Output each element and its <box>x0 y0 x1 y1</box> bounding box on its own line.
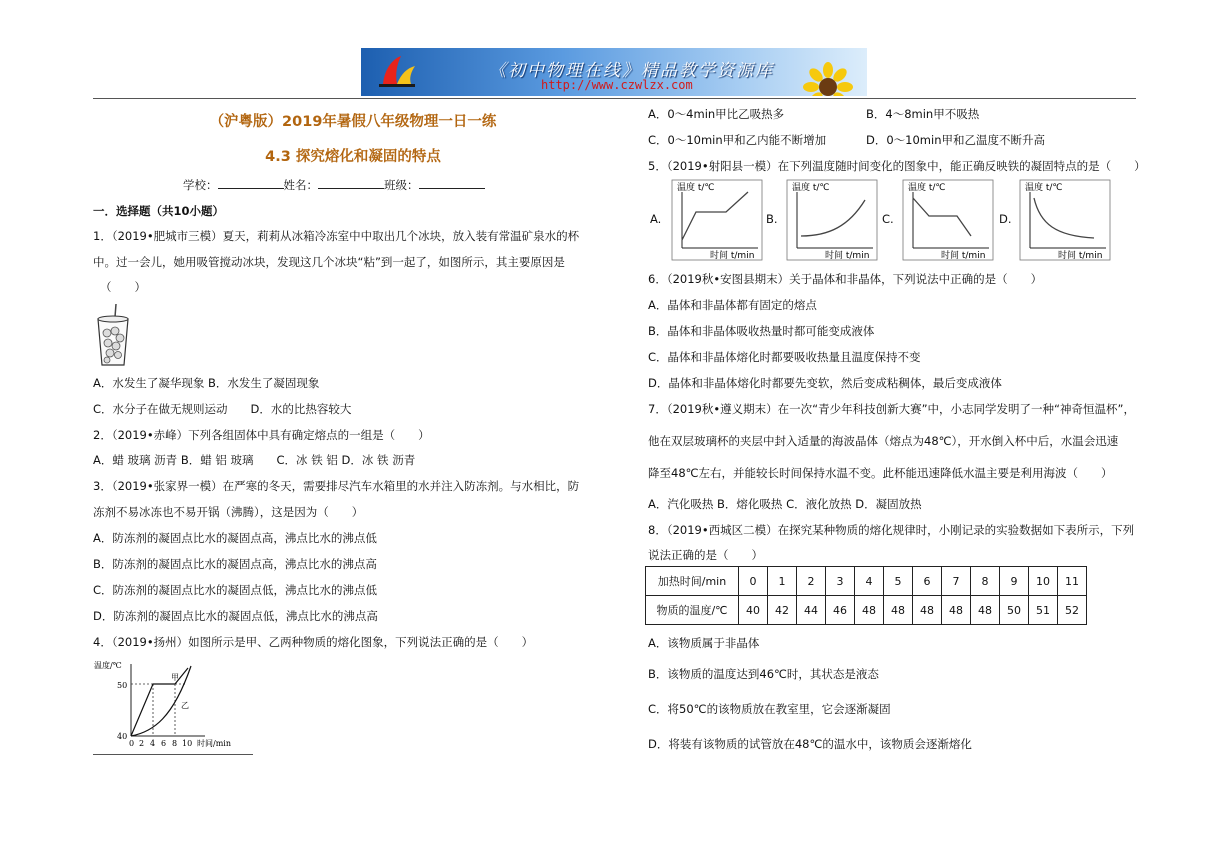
header-rule <box>93 98 1136 99</box>
table-cell: 48 <box>855 596 884 625</box>
q5-graph-b <box>779 178 881 264</box>
table-row <box>646 596 1087 625</box>
q4-option-b: B．4～8min甲不吸热 <box>866 107 980 121</box>
table-cell: 6 <box>913 567 942 596</box>
q5-graph-d-xlabel: 时间 t/min <box>1058 251 1103 261</box>
table-header-time: 加热时间/min <box>646 567 739 596</box>
left-bottom-rule <box>93 754 253 755</box>
q1-options-ab: A．水发生了凝华现象 B．水发生了凝固现象 <box>93 376 320 390</box>
q8-option-a: A．该物质属于非晶体 <box>648 636 760 650</box>
school-blank[interactable] <box>218 177 284 189</box>
table-cell: 8 <box>971 567 1000 596</box>
q8-option-d: D．将装有该物质的试管放在48℃的温水中，该物质会逐渐熔化 <box>648 737 972 751</box>
q5-graph-c-letter: C. <box>882 212 894 226</box>
ice-cup-icon <box>93 303 133 367</box>
table-cell: 7 <box>942 567 971 596</box>
table-cell: 0 <box>739 567 768 596</box>
table-cell: 3 <box>826 567 855 596</box>
table-cell: 40 <box>739 596 768 625</box>
q1-cup-figure <box>93 303 133 367</box>
q5-graph-b-ylabel: 温度 t/℃ <box>792 183 830 193</box>
q1-options-cd: C．水分子在做无规则运动 D．水的比热容较大 <box>93 402 352 416</box>
q1-stem-line1: 1．（2019•肥城市三模）夏天，莉莉从冰箱冷冻室中中取出几个冰块，放入装有常温矿泉水的杯 <box>93 229 580 243</box>
table-cell: 5 <box>884 567 913 596</box>
q3-option-d: D．防冻剂的凝固点比水的凝固点低，沸点比水的沸点高 <box>93 609 378 623</box>
class-blank[interactable] <box>419 177 485 189</box>
q5-graph-a <box>664 178 766 264</box>
q4-option-d: D．0～10min甲和乙温度不断升高 <box>866 133 1045 147</box>
q4-xtick-4: 4 <box>150 739 156 748</box>
table-cell: 44 <box>797 596 826 625</box>
q6-stem: 6．（2019秋•安图县期末）关于晶体和非晶体，下列说法中正确的是（ ） <box>648 272 1043 286</box>
table-cell: 2 <box>797 567 826 596</box>
q3-option-c: C．防冻剂的凝固点比水的凝固点低，沸点比水的沸点低 <box>93 583 378 597</box>
q6-option-a: A．晶体和非晶体都有固定的熔点 <box>648 298 817 312</box>
q4-xunit: 时间/min <box>197 739 231 748</box>
doc-subtitle: 4.3 探究熔化和凝固的特点 <box>265 149 441 165</box>
q1-stem-line3: （ ） <box>100 280 146 294</box>
table-cell: 50 <box>1000 596 1029 625</box>
q2-options: A．蜡 玻璃 沥青 B．蜡 铝 玻璃 C．冰 铁 铝 D．冰 铁 沥青 <box>93 453 416 467</box>
q8-data-table <box>645 566 1087 625</box>
table-cell: 4 <box>855 567 884 596</box>
q5-graph-c-xlabel: 时间 t/min <box>941 251 986 261</box>
table-row <box>646 567 1087 596</box>
site-logo-icon <box>375 54 419 90</box>
table-cell: 46 <box>826 596 855 625</box>
q5-graph-d-letter: D. <box>999 212 1012 226</box>
q8-stem-line2: 说法正确的是（ ） <box>648 548 763 562</box>
q4-xtick-0: 0 <box>129 739 135 748</box>
q6-option-c: C．晶体和非晶体熔化时都要吸收热量且温度保持不变 <box>648 350 921 364</box>
banner-url: http://www.czwlzx.com <box>541 78 693 92</box>
banner-title: 《初中物理在线》精品教学资源库 <box>489 61 774 81</box>
q4-y50-label: 50 <box>117 681 128 690</box>
doc-title: （沪粤版）2019年暑假八年级物理一日一练 <box>209 114 497 130</box>
q5-graph-b-xlabel: 时间 t/min <box>825 251 870 261</box>
q5-graph-d <box>1012 178 1114 264</box>
q8-stem-line1: 8．（2019•西城区二模）在探究某种物质的熔化规律时，小刚记录的实验数据如下表所示，下列 <box>648 523 1135 537</box>
q7-stem-line1: 7．（2019秋•遵义期末）在一次“青少年科技创新大赛”中，小志同学发明了一种“神奇恒温杯”， <box>648 402 1135 416</box>
q6-option-d: D．晶体和非晶体熔化时都要先变软，然后变成粘稠体，最后变成液体 <box>648 376 1002 390</box>
q8-option-b: B．该物质的温度达到46℃时，其状态是液态 <box>648 667 879 681</box>
name-label: 姓名： <box>283 178 318 192</box>
q5-graph-a-ylabel: 温度 t/℃ <box>677 183 715 193</box>
q5-graph-b-letter: B. <box>766 212 778 226</box>
q1-stem-line2: 中。过一会儿，她用吸管搅动冰块，发现这几个冰块“粘”到一起了，如图所示，其主要原因是 <box>93 255 565 269</box>
q5-graph-a-letter: A. <box>650 212 662 226</box>
section-heading: 一．选择题（共10小题） <box>93 204 225 218</box>
q5-graph-c <box>895 178 997 264</box>
table-cell: 11 <box>1058 567 1087 596</box>
q3-option-b: B．防冻剂的凝固点比水的凝固点高，沸点比水的沸点高 <box>93 557 377 571</box>
table-cell: 1 <box>768 567 797 596</box>
table-cell: 48 <box>971 596 1000 625</box>
q4-melting-graph <box>93 660 253 752</box>
q4-xtick-10: 10 <box>182 739 193 748</box>
q4-y40-label: 40 <box>117 732 128 741</box>
q4-xtick-8: 8 <box>172 739 178 748</box>
q4-label-yi: 乙 <box>181 701 189 710</box>
q7-stem-line3: 降至48℃左右，并能较长时间保持水温不变。此杯能迅速降低水温主要是利用海波（ ） <box>648 466 1113 480</box>
q3-option-a: A．防冻剂的凝固点比水的凝固点高，沸点比水的沸点低 <box>93 531 377 545</box>
class-label: 班级： <box>384 178 419 192</box>
sunflower-icon <box>803 62 853 96</box>
q4-option-c: C．0～10min甲和乙内能不断增加 <box>648 133 827 147</box>
q5-stem: 5．（2019•射阳县一模）在下列温度随时间变化的图象中，能正确反映铁的凝固特点的是（ ） <box>648 159 1146 173</box>
table-cell: 48 <box>942 596 971 625</box>
header-banner <box>361 48 867 96</box>
q3-stem-line2: 冻剂不易冰冻也不易开锅（沸腾），这是因为（ ） <box>93 505 364 519</box>
q5-graph-c-ylabel: 温度 t/℃ <box>908 183 946 193</box>
student-info-row <box>183 177 485 193</box>
school-label: 学校： <box>183 178 218 192</box>
table-cell: 51 <box>1029 596 1058 625</box>
name-blank[interactable] <box>318 177 384 189</box>
q3-stem-line1: 3．（2019•张家界一模）在严寒的冬天，需要排尽汽车水箱里的水并注入防冻剂。与水相比，防 <box>93 479 580 493</box>
q6-option-b: B．晶体和非晶体吸收热量时都可能变成液体 <box>648 324 875 338</box>
table-cell: 48 <box>913 596 942 625</box>
table-cell: 42 <box>768 596 797 625</box>
q8-option-c: C．将50℃的该物质放在教室里，它会逐渐凝固 <box>648 702 891 716</box>
q4-ylabel: 温度/℃ <box>94 661 122 670</box>
q4-xtick-2: 2 <box>139 739 145 748</box>
q7-stem-line2: 他在双层玻璃杯的夹层中封入适量的海波晶体（熔点为48℃），开水倒入杯中后，水温会迅速 <box>648 434 1119 448</box>
table-cell: 48 <box>884 596 913 625</box>
q4-stem: 4．（2019•扬州）如图所示是甲、乙两种物质的熔化图象，下列说法正确的是（ ） <box>93 635 534 649</box>
table-cell: 10 <box>1029 567 1058 596</box>
q4-option-a: A．0～4min甲比乙吸热多 <box>648 107 785 121</box>
table-cell: 9 <box>1000 567 1029 596</box>
q4-label-jia: 甲 <box>171 673 179 682</box>
q4-curve-jia <box>131 668 188 736</box>
q2-stem: 2．（2019•赤峰）下列各组固体中具有确定熔点的一组是（ ） <box>93 428 430 442</box>
q5-graph-d-ylabel: 温度 t/℃ <box>1025 183 1063 193</box>
table-cell: 52 <box>1058 596 1087 625</box>
q4-xtick-6: 6 <box>161 739 167 748</box>
q7-options: A．汽化吸热 B．熔化吸热 C．液化放热 D．凝固放热 <box>648 497 922 511</box>
q5-graph-a-xlabel: 时间 t/min <box>710 251 755 261</box>
table-header-temp: 物质的温度/℃ <box>646 596 739 625</box>
